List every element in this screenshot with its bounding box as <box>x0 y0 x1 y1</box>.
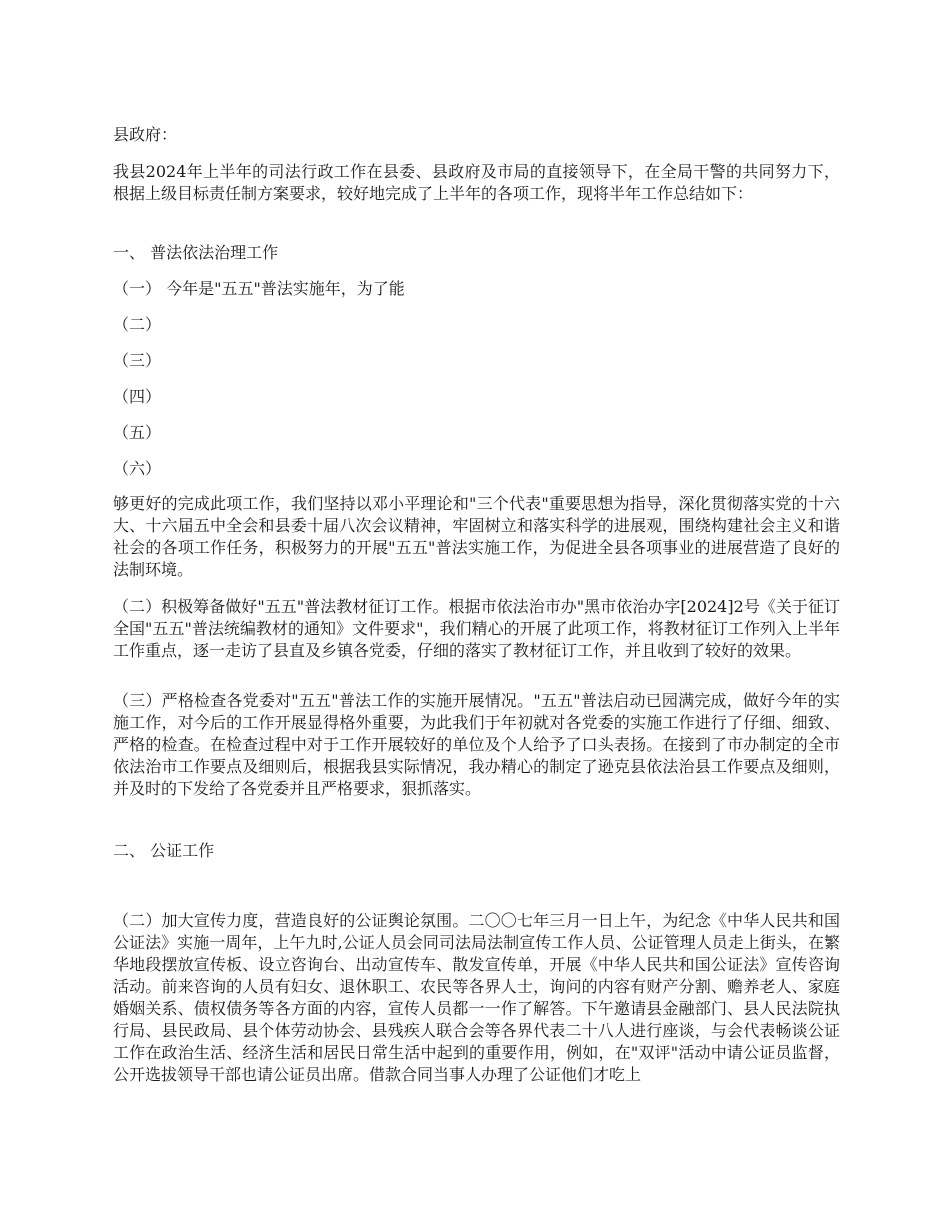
salutation: 县政府： <box>113 125 178 144</box>
publicity-paragraph: （二）加大宣传力度，营造良好的公证舆论氛围。二〇〇七年三月一日上午，为纪念《中华人民共和国公证法》实施一周年，上午九时,公证人员会同司法局法制宣传工作人员、公证管理人员走上街头，在繁华地段摆放宣传板、设立咨询台、出动宣传车、散发宣传单，开展《中华人民共和国公证法》宣传咨询活动。前来咨询的人员有妇女、退休职工、农民等各界人士，询问的内容有财产分割、赡养老人、家庭婚姻关系、债权债务等各方面的内容，宣传人员都一一作了解答。下午邀请县金融部门、县人民法院执行局、县民政局、县个体劳动协会、县残疾人联合会等各界代表二十八人进行座谈，与会代表畅谈公证工作在政治生活、经济生活和居民日常生活中起到的重要作用，例如，在"双评"活动中请公证员监督，公开选拔领导干部也请公证员出席。借款合同当事人办理了公证他们才吃上 <box>113 911 840 1084</box>
sub-item-6: （六） <box>113 459 162 478</box>
textbook-paragraph: （二）积极筹备做好"五五"普法教材征订工作。根据市依法治市办"黑市依治办字[2024]2号《关于征订全国"五五"普法统编教材的通知》文件要求"，我们精心的开展了此项工作，将教材征订工作列入上半年工作重点，逐一走访了县直及乡镇各党委，仔细的落实了教材征订工作，并且收到了较好的效果。 <box>113 597 840 660</box>
sub-item-4: （四） <box>113 387 162 406</box>
inspection-paragraph: （三）严格检查各党委对"五五"普法工作的实施开展情况。"五五"普法启动已园满完成，做好今年的实施工作，对今后的工作开展显得格外重要，为此我们于年初就对各党委的实施工作进行了仔细、细致、严格的检查。在检查过程中对于工作开展较好的单位及个人给予了口头表扬。在接到了市办制定的全市依法治市工作要点及细则后，根据我县实际情况，我办精心的制定了逊克县依法治县工作要点及细则，并及时的下发给了各党委并且严格要求，狠抓落实。 <box>113 691 840 798</box>
sub-item-1: （一） 今年是"五五"普法实施年，为了能 <box>113 279 405 298</box>
section2-heading: 二、 公证工作 <box>113 841 215 860</box>
intro-paragraph: 我县2024年上半年的司法行政工作在县委、县政府及市局的直接领导下，在全局干警的共同努力下，根据上级目标责任制方案要求，较好地完成了上半年的各项工作，现将半年工作总结如下： <box>113 162 840 203</box>
sub-item-3: （三） <box>113 351 162 370</box>
section1-heading: 一、 普法依法治理工作 <box>113 243 279 262</box>
sub-item-2: （二） <box>113 315 162 334</box>
continuation-paragraph: 够更好的完成此项工作，我们坚持以邓小平理论和"三个代表"重要思想为指导，深化贯彻落实党的十六大、十六届五中全会和县委十届八次会议精神，牢固树立和落实科学的进展观，围绕构建社会主义和谐社会的各项工作任务，积极努力的开展"五五"普法实施工作，为促进全县各项事业的进展营造了良好的法制环境。 <box>113 494 840 579</box>
sub-item-5: （五） <box>113 423 162 442</box>
